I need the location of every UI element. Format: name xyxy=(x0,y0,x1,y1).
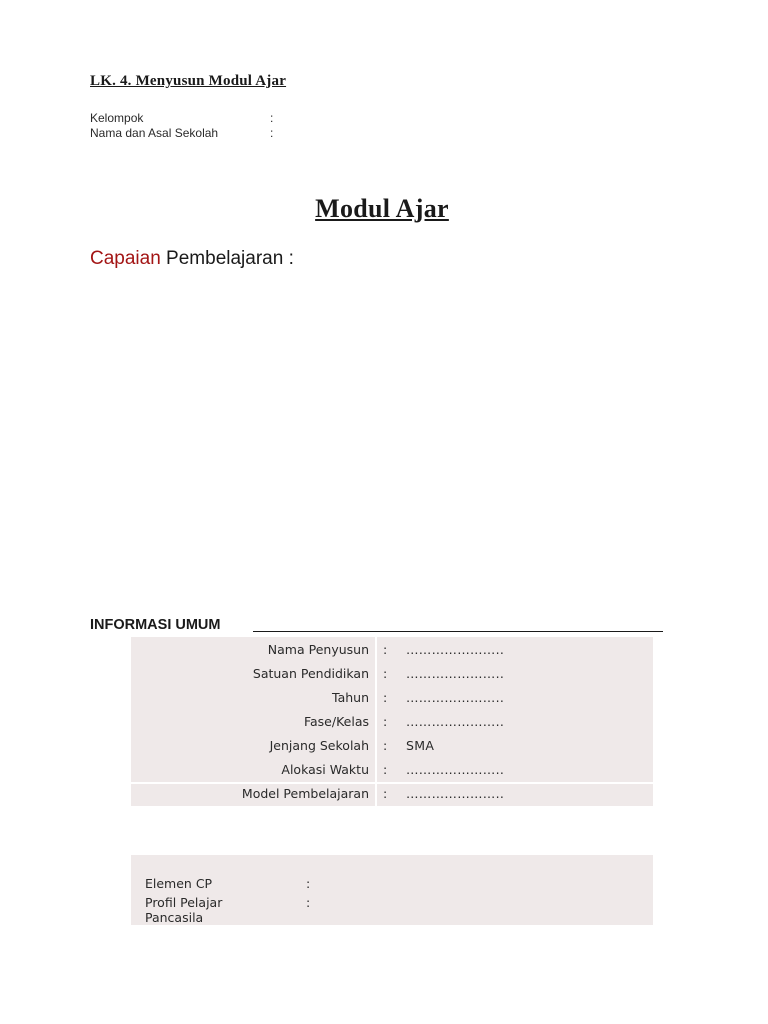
row-colon: : xyxy=(383,666,388,681)
row-value: ………………….. xyxy=(406,762,505,777)
row-colon: : xyxy=(383,642,388,657)
row-colon: : xyxy=(383,714,388,729)
informasi-umum-table xyxy=(131,637,653,806)
row-label: Profil Pelajar Pancasila xyxy=(145,895,223,925)
row-label: Elemen CP xyxy=(145,876,213,891)
row-label: Jenjang Sekolah xyxy=(269,738,369,753)
cp-heading-rest: Pembelajaran : xyxy=(160,248,294,269)
row-label: Satuan Pendidikan xyxy=(252,666,369,681)
informasi-umum-heading: INFORMASI UMUM xyxy=(90,617,221,633)
row-label: Nama Penyusun xyxy=(267,642,369,657)
row-label: Tahun xyxy=(332,690,369,705)
row-value: ………………….. xyxy=(406,690,505,705)
row-colon: : xyxy=(383,786,388,801)
meta-label: Nama dan Asal Sekolah xyxy=(90,126,219,140)
capaian-pembelajaran-heading xyxy=(90,248,294,270)
row-value: ………………….. xyxy=(406,786,505,801)
table-row xyxy=(131,686,653,710)
row-colon: : xyxy=(383,738,388,753)
table-row xyxy=(131,782,653,806)
row-value: SMA xyxy=(406,738,435,753)
row-colon: : xyxy=(383,762,388,777)
document-title xyxy=(0,194,768,224)
row-value: ………………….. xyxy=(406,714,505,729)
meta-label: Kelompok xyxy=(90,111,144,125)
row-label: Model Pembelajaran xyxy=(241,786,369,801)
elemen-cp-table xyxy=(131,855,653,925)
table-row xyxy=(131,734,653,758)
cp-heading-red: Capaian xyxy=(90,248,161,269)
row-value: ………………….. xyxy=(406,642,505,657)
table-row xyxy=(131,662,653,686)
row-label: Fase/Kelas xyxy=(303,714,369,729)
table-row xyxy=(131,758,653,782)
row-colon: : xyxy=(306,895,311,910)
row-colon: : xyxy=(383,690,388,705)
document-title-text: Modul Ajar xyxy=(315,194,449,223)
row-colon: : xyxy=(306,876,311,891)
table-row xyxy=(131,710,653,734)
worksheet-title: LK. 4. Menyusun Modul Ajar xyxy=(90,73,287,89)
row-label: Alokasi Waktu xyxy=(281,762,369,777)
table-row xyxy=(131,638,653,662)
row-value: ………………….. xyxy=(406,666,505,681)
meta-colon: : xyxy=(270,126,274,140)
meta-colon: : xyxy=(270,111,274,125)
heading-underline xyxy=(253,631,663,632)
